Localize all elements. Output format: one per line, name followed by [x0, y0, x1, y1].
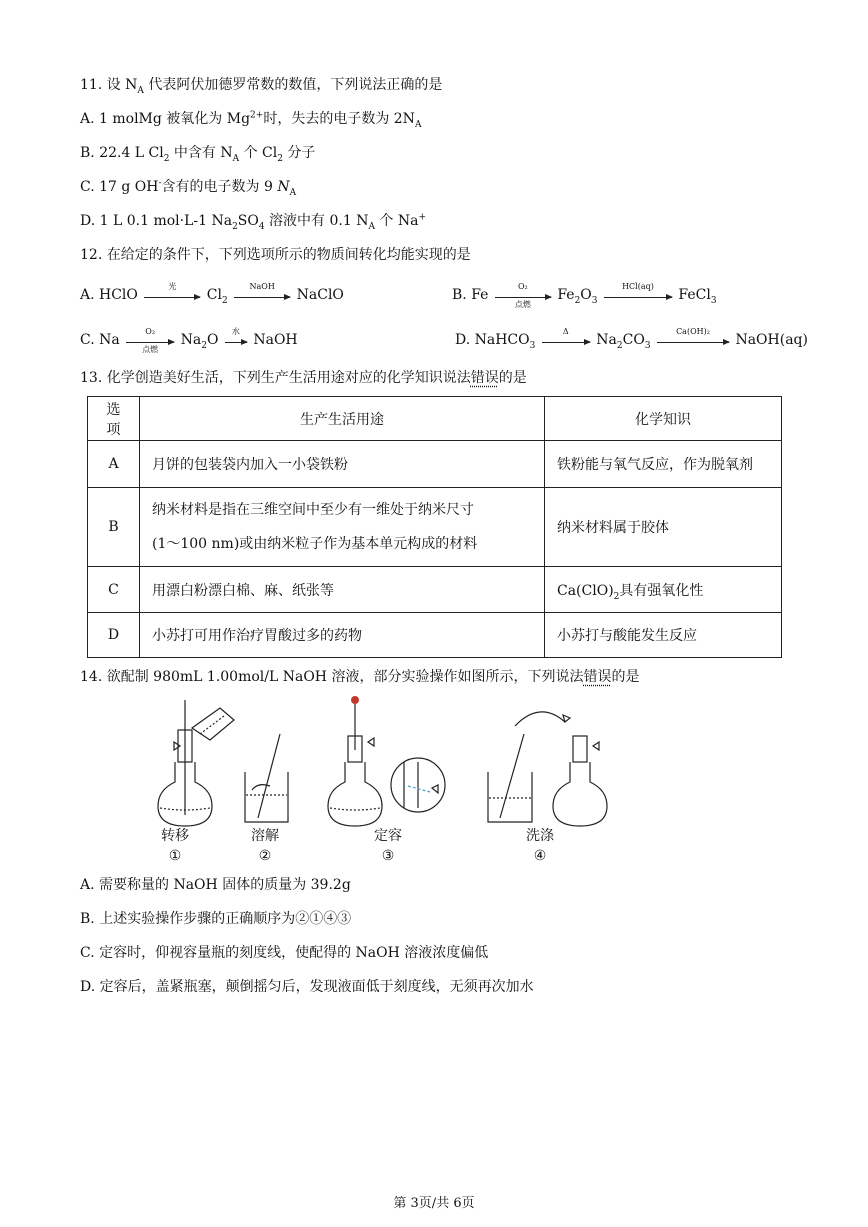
q14-option-d: D. 定容后，盖紧瓶塞，颠倒摇匀后，发现液面低于刻度线，无须再次加水: [80, 979, 534, 995]
step-constant-volume-label: 定容 ③: [374, 828, 402, 864]
table-header-row: [88, 397, 782, 441]
step-dissolve-label: 溶解 ②: [251, 828, 279, 864]
q12-option-d: D. NaHCO$_3$ Δ $Na_2CO_3$ Ca(OH)₂ NaOH(aq): [455, 326, 808, 351]
header-knowledge: 化学知识: [545, 397, 782, 441]
q13-stem: 13. 化学创造美好生活，下列生产生活用途对应的化学知识说法错误的是: [80, 370, 527, 386]
lab-operations-figure: [140, 690, 610, 830]
q11-option-c: C. 17 g OH-含有的电子数为 9 $N_A$: [80, 178, 297, 198]
table-row: A 月饼的包装袋内加入一小袋铁粉 铁粉能与氧气反应，作为脱氧剂: [88, 441, 782, 488]
q14-option-a: A. 需要称量的 NaOH 固体的质量为 39.2g: [80, 877, 351, 893]
step-washing-label: 洗涤 ④: [526, 828, 554, 864]
page-footer: 第 3页/共 6页: [393, 1196, 475, 1211]
q14-option-b: B. 上述实验操作步骤的正确顺序为②①④③: [80, 911, 352, 927]
q14-option-c: C. 定容时，仰视容量瓶的刻度线，使配得的 NaOH 溶液浓度偏低: [80, 945, 489, 961]
q12-option-b: B. Fe O₂ 点燃 $Fe_2O_3$ HCl(aq) FeCl$_3$: [452, 281, 717, 309]
table-row: D 小苏打可用作治疗胃酸过多的药物 小苏打与酸能发生反应: [88, 613, 782, 658]
q11-stem: 11. 设 $N_A$ 代表阿伏加德罗常数的数值，下列说法正确的是: [80, 77, 443, 96]
dissolve-diagram: [245, 734, 288, 822]
q11-option-d: D. 1 L 0.1 mol·L-1 $Na_2SO_4$ 溶液中有 0.1 $N_A$ 个 Na+: [80, 212, 427, 232]
table-row: B 纳米材料是指在三维空间中至少有一维处于纳米尺寸 (1～100 nm)或由纳米粒子作为基本单元构成的材料 纳米材料属于胶体: [88, 488, 782, 567]
q12-stem: 12. 在给定的条件下，下列选项所示的物质间转化均能实现的是: [80, 247, 471, 263]
q12-option-c: C. Na O₂ 点燃 $Na_2O$ 水 NaOH: [80, 326, 298, 354]
q11-option-a: A. 1 molMg 被氧化为 $Mg^{2+}$时，失去的电子数为 $2N_A$: [80, 110, 422, 130]
q13-table: [87, 396, 782, 658]
table-row: C 用漂白粉漂白棉、麻、纸张等 $Ca(ClO)_2$具有强氧化性: [88, 567, 782, 613]
header-use: 生产生活用途: [140, 397, 545, 441]
dropper-bulb-icon: [351, 696, 359, 704]
transfer-diagram: [158, 700, 234, 826]
constant-volume-diagram: [328, 702, 445, 826]
header-option: 选项: [88, 397, 140, 441]
q14-stem: 14. 欲配制 980mL 1.00mol/L NaOH 溶液，部分实验操作如图所示，下列说法错误的是: [80, 669, 640, 685]
step-transfer-label: 转移 ①: [161, 828, 189, 864]
q11-option-b: B. 22.4 L $Cl_2$ 中含有 $N_A$ 个 $Cl_2$ 分子: [80, 145, 316, 164]
washing-diagram: [488, 712, 607, 826]
q12-option-a: A. HClO 光 $Cl_2$ NaOH NaClO: [80, 281, 344, 306]
